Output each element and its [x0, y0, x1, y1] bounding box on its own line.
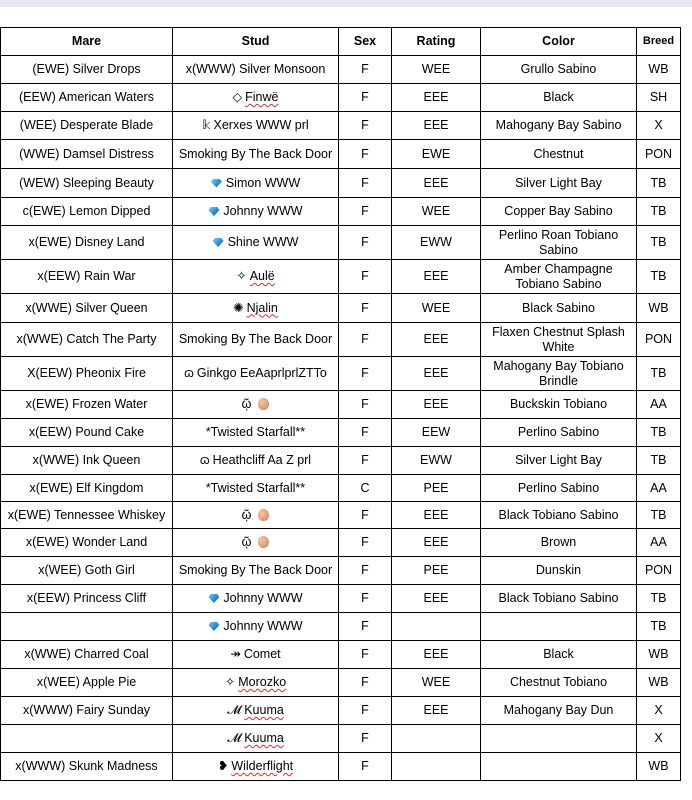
stud-cell [173, 725, 339, 753]
stud-name: x(WWW) Silver Monsoon [185, 62, 326, 76]
header-sex: Sex [339, 28, 392, 56]
mare-cell: (WEE) Desperate Blade [1, 112, 173, 140]
breed-cell: TB [637, 198, 681, 226]
color-cell: Dunskin [481, 557, 637, 585]
stud-cell [173, 323, 339, 357]
mare-cell: (WEW) Sleeping Beauty [1, 169, 173, 198]
table-row [1, 112, 681, 140]
rating-cell: EEE [392, 391, 481, 419]
mare-cell: x(EEW) Princess Cliff [1, 585, 173, 613]
rating-cell: EEE [392, 585, 481, 613]
sex-cell: F [339, 529, 392, 557]
stud-symbol-icon: 𝓜 [227, 703, 242, 717]
sex-cell: F [339, 169, 392, 198]
color-cell: Black [481, 641, 637, 669]
stud-symbol-icon: ↠ [230, 647, 241, 661]
rating-cell [392, 613, 481, 641]
header-mare: Mare [1, 28, 173, 56]
rating-cell: EEE [392, 697, 481, 725]
breed-cell: WB [637, 753, 681, 781]
sex-cell: F [339, 641, 392, 669]
mare-cell: X(EEW) Pheonix Fire [1, 357, 173, 391]
table-row [1, 169, 681, 198]
table-row [1, 357, 681, 391]
stud-name: Wilderflight [231, 759, 294, 773]
color-cell: Chestnut [481, 140, 637, 169]
color-cell: Flaxen Chestnut Splash White [481, 323, 637, 357]
table-row [1, 294, 681, 323]
stud-cell [173, 198, 339, 226]
table-row [1, 725, 681, 753]
breed-cell: X [637, 725, 681, 753]
mare-cell: x(WWE) Charred Coal [1, 641, 173, 669]
table-row [1, 697, 681, 725]
color-cell: Grullo Sabino [481, 56, 637, 84]
color-cell [481, 753, 637, 781]
stud-cell [173, 475, 339, 502]
table-row [1, 641, 681, 669]
stud-cell [173, 697, 339, 725]
gem-icon [208, 207, 219, 216]
peach-icon [258, 536, 269, 548]
breed-cell: PON [637, 140, 681, 169]
table-row [1, 447, 681, 475]
rating-cell: WEE [392, 669, 481, 697]
stud-name: Johnny WWW [223, 204, 303, 218]
mare-cell: (EEW) American Waters [1, 84, 173, 112]
breed-cell: TB [637, 585, 681, 613]
sex-cell: F [339, 447, 392, 475]
breed-cell: TB [637, 613, 681, 641]
stud-cell [173, 641, 339, 669]
color-cell: Copper Bay Sabino [481, 198, 637, 226]
stud-symbol-icon: 𝓜 [227, 731, 242, 745]
table-row [1, 323, 681, 357]
stud-symbol-icon: ῷ [241, 507, 252, 522]
gem-icon [208, 622, 219, 631]
mare-cell: (WWE) Damsel Distress [1, 140, 173, 169]
stud-cell [173, 419, 339, 447]
stud-name: Johnny WWW [223, 619, 303, 633]
sex-cell: F [339, 84, 392, 112]
table-row [1, 585, 681, 613]
stud-cell [173, 140, 339, 169]
color-cell: Perlino Sabino [481, 475, 637, 502]
header-stud: Stud [173, 28, 339, 56]
sex-cell: F [339, 56, 392, 84]
stud-name: Johnny WWW [223, 591, 303, 605]
breed-cell: TB [637, 260, 681, 294]
breed-cell: TB [637, 226, 681, 260]
mare-cell: x(WWE) Silver Queen [1, 294, 173, 323]
breed-cell: WB [637, 641, 681, 669]
mare-cell [1, 613, 173, 641]
table-row [1, 669, 681, 697]
sex-cell: F [339, 323, 392, 357]
rating-cell: EWW [392, 447, 481, 475]
top-window-band [0, 0, 692, 7]
stud-name: Njalin [246, 300, 278, 315]
breed-cell: TB [637, 502, 681, 529]
table-row [1, 391, 681, 419]
breed-cell: AA [637, 391, 681, 419]
table-row [1, 529, 681, 557]
stud-symbol-icon: ❥ [217, 759, 229, 773]
table-row [1, 557, 681, 585]
stud-name: Simon WWW [225, 175, 301, 190]
color-cell [481, 725, 637, 753]
stud-cell [173, 502, 339, 529]
rating-cell: EEE [392, 169, 481, 198]
rating-cell: EEE [392, 357, 481, 391]
color-cell: Mahogany Bay Tobiano Brindle [481, 357, 637, 391]
breed-cell: X [637, 697, 681, 725]
stud-symbol-icon: ɷ [184, 366, 194, 380]
peach-icon [258, 509, 269, 521]
mare-cell: x(WWE) Catch The Party [1, 323, 173, 357]
breed-cell: PON [637, 557, 681, 585]
rating-cell: PEE [392, 475, 481, 502]
peach-icon [258, 398, 269, 410]
sex-cell: C [339, 475, 392, 502]
stud-name: Aulë [249, 269, 275, 283]
stud-cell [173, 226, 339, 260]
stud-cell [173, 669, 339, 697]
stud-cell [173, 613, 339, 641]
rating-cell: EWW [392, 226, 481, 260]
breed-cell: AA [637, 475, 681, 502]
mare-cell: x(EWE) Wonder Land [1, 529, 173, 557]
breed-cell: TB [637, 447, 681, 475]
table-row [1, 502, 681, 529]
stud-symbol-icon: ✺ [233, 300, 244, 315]
color-cell: Black Tobiano Sabino [481, 585, 637, 613]
stud-symbol-icon: ◇ [232, 90, 243, 104]
sex-cell: F [339, 112, 392, 140]
stud-symbol-icon: 𝕜 [202, 118, 211, 132]
sex-cell: F [339, 198, 392, 226]
stud-cell [173, 447, 339, 475]
stud-symbol-icon: ῷ [241, 535, 252, 549]
color-cell: Perlino Roan Tobiano Sabino [481, 226, 637, 260]
color-cell: Brown [481, 529, 637, 557]
stud-cell [173, 357, 339, 391]
stud-name: Comet [243, 647, 281, 661]
sex-cell: F [339, 226, 392, 260]
table-row [1, 56, 681, 84]
mare-cell: x(WWW) Fairy Sunday [1, 697, 173, 725]
stud-cell [173, 169, 339, 198]
mare-cell: x(WEE) Goth Girl [1, 557, 173, 585]
gem-icon [208, 594, 219, 603]
header-row [1, 28, 681, 56]
stud-name: *Twisted Starfall** [205, 425, 306, 439]
mare-cell: x(EWE) Frozen Water [1, 391, 173, 419]
stud-cell [173, 112, 339, 140]
color-cell: Silver Light Bay [481, 169, 637, 198]
breed-cell: TB [637, 419, 681, 447]
table-row [1, 613, 681, 641]
sex-cell: F [339, 260, 392, 294]
color-cell: Mahogany Bay Sabino [481, 112, 637, 140]
breed-cell: PON [637, 323, 681, 357]
mare-cell: x(EEW) Pound Cake [1, 419, 173, 447]
sex-cell: F [339, 753, 392, 781]
rating-cell: EEW [392, 419, 481, 447]
sex-cell: F [339, 697, 392, 725]
sex-cell: F [339, 613, 392, 641]
stud-symbol-icon: ɷ [199, 453, 210, 467]
color-cell: Amber Champagne Tobiano Sabino [481, 260, 637, 294]
mare-cell: c(EWE) Lemon Dipped [1, 198, 173, 226]
color-cell: Silver Light Bay [481, 447, 637, 475]
mare-cell: x(EEW) Rain War [1, 260, 173, 294]
stud-name: Kuuma [244, 703, 284, 717]
sex-cell: F [339, 419, 392, 447]
mare-cell: x(WWW) Skunk Madness [1, 753, 173, 781]
rating-cell: EEE [392, 502, 481, 529]
stud-cell [173, 529, 339, 557]
rating-cell: EEE [392, 529, 481, 557]
gem-icon [213, 238, 224, 247]
stud-cell [173, 294, 339, 323]
stud-cell [173, 753, 339, 781]
breed-cell: X [637, 112, 681, 140]
color-cell: Buckskin Tobiano [481, 391, 637, 419]
rating-cell: EEE [392, 641, 481, 669]
table-row [1, 84, 681, 112]
breed-cell: SH [637, 84, 681, 112]
stud-symbol-icon: ✧ [236, 269, 247, 283]
table-row [1, 753, 681, 781]
sex-cell: F [339, 357, 392, 391]
stud-name: Morozko [238, 675, 287, 689]
stud-cell [173, 260, 339, 294]
rating-cell: WEE [392, 294, 481, 323]
sex-cell: F [339, 585, 392, 613]
mare-cell: (EWE) Silver Drops [1, 56, 173, 84]
table-row [1, 475, 681, 502]
stud-name: Shine WWW [227, 235, 299, 249]
stud-name: Smoking By The Back Door [178, 563, 333, 577]
sex-cell: F [339, 502, 392, 529]
header-breed: Breed [637, 28, 681, 56]
color-cell: Perlino Sabino [481, 419, 637, 447]
color-cell: Mahogany Bay Dun [481, 697, 637, 725]
stud-cell [173, 56, 339, 84]
stud-cell [173, 557, 339, 585]
mare-cell: x(WWE) Ink Queen [1, 447, 173, 475]
breed-cell: TB [637, 357, 681, 391]
breed-cell: WB [637, 294, 681, 323]
stud-symbol-icon: ῷ [241, 397, 252, 411]
table-row [1, 140, 681, 169]
rating-cell [392, 753, 481, 781]
rating-cell: EEE [392, 84, 481, 112]
mare-cell: x(EWE) Tennessee Whiskey [1, 502, 173, 529]
mare-cell: x(WEE) Apple Pie [1, 669, 173, 697]
rating-cell [392, 725, 481, 753]
stud-name: Kuuma [244, 731, 284, 745]
stud-name: Smoking By The Back Door [178, 146, 333, 161]
color-cell: Black Tobiano Sabino [481, 502, 637, 529]
breed-cell: AA [637, 529, 681, 557]
rating-cell: WEE [392, 198, 481, 226]
rating-cell: WEE [392, 56, 481, 84]
rating-cell: EEE [392, 260, 481, 294]
breed-cell: TB [637, 169, 681, 198]
stud-name: Xerxes WWW prl [213, 118, 309, 132]
gem-icon [211, 179, 222, 188]
header-rating: Rating [392, 28, 481, 56]
stud-name: *Twisted Starfall** [205, 480, 306, 495]
rating-cell: EWE [392, 140, 481, 169]
stud-name: Finwë [245, 90, 279, 104]
table-row [1, 260, 681, 294]
rating-cell: PEE [392, 557, 481, 585]
stud-name: Ginkgo EeAaprlprlZTTo [196, 366, 327, 380]
mare-cell: x(EWE) Disney Land [1, 226, 173, 260]
stud-name: Heathcliff Aa Z prl [212, 453, 312, 467]
color-cell: Black [481, 84, 637, 112]
sex-cell: F [339, 391, 392, 419]
breed-cell: WB [637, 669, 681, 697]
stud-cell [173, 391, 339, 419]
rating-cell: EEE [392, 112, 481, 140]
breed-cell: WB [637, 56, 681, 84]
table-row [1, 198, 681, 226]
rating-cell: EEE [392, 323, 481, 357]
sex-cell: F [339, 669, 392, 697]
breeding-table [0, 27, 681, 781]
stud-cell [173, 585, 339, 613]
table-row [1, 419, 681, 447]
sex-cell: F [339, 725, 392, 753]
sex-cell: F [339, 294, 392, 323]
sex-cell: F [339, 140, 392, 169]
sex-cell: F [339, 557, 392, 585]
stud-cell [173, 84, 339, 112]
mare-cell [1, 725, 173, 753]
stud-name: Smoking By The Back Door [178, 332, 333, 346]
header-color: Color [481, 28, 637, 56]
table-row [1, 226, 681, 260]
color-cell: Black Sabino [481, 294, 637, 323]
color-cell: Chestnut Tobiano [481, 669, 637, 697]
mare-cell: x(EWE) Elf Kingdom [1, 475, 173, 502]
stud-symbol-icon: ✧ [224, 675, 236, 689]
color-cell [481, 613, 637, 641]
